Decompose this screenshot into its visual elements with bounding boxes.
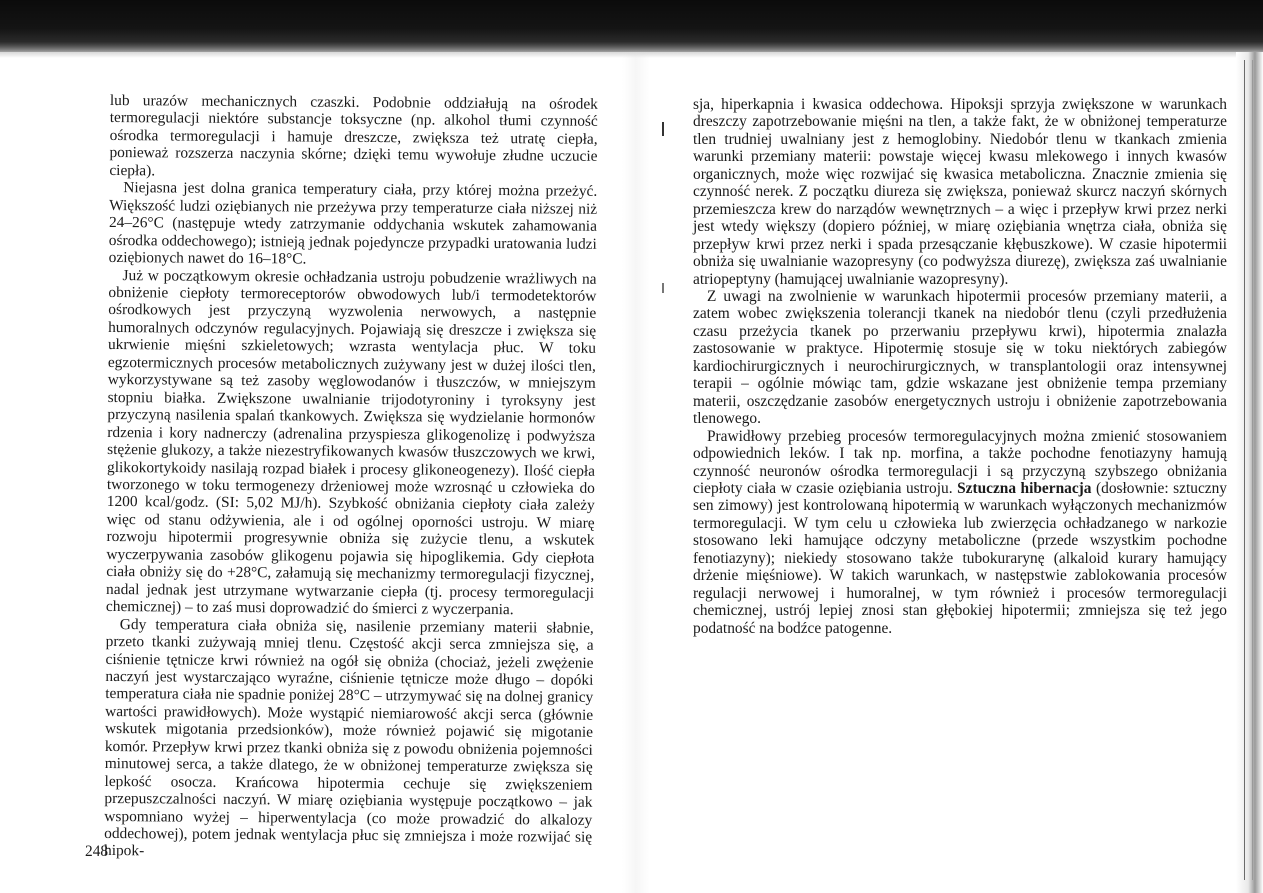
right-page-text [693,96,1227,637]
left-page-text [104,92,598,864]
scan-artifact-mark [662,122,664,136]
page-edge-line [1244,60,1245,880]
page-edge-line [1252,60,1253,880]
paragraph: sja, hiperkapnia i kwasica oddechowa. Hipoksji sprzyja zwiększone w warunkach dreszczy zapotrzebowanie mięśni na tlen, a także fakt, że w obniżonej temperaturze tlen trudniej uwalniany jest z hemoglobiny. Niedobór tlenu w tkankach zmienia warunki przemiany materii: powstaje więcej kwasu mlekowego i innych kwasów organicznych, może więc rozwijać się kwasica metaboliczna. Znacznie zmienia się czynność nerek. Z początku diureza się zwiększa, ponieważ skurcz naczyń skórnych przemieszcza krew do narządów wewnętrznych – a więc i przepływ krwi przez nerki jest wtedy większy (dopiero później, w miarę oziębiania wnętrza ciała, obniża się przepływ krwi przez nerki i spada przesączanie kłębuszkowe). W czasie hipotermii obniża się uwalnianie wazopresyny (co podwyższa diurezę), zwiększa zaś uwalnianie atriopeptyny (hamującej uwalnianie wazopresyny). [693,96,1227,288]
paragraph: Już w początkowym okresie ochładzania ustroju pobudzenie wrażliwych na obniżenie ciepłoty termoreceptorów obwodowych lub/i termodetektorów ośrodkowych jest przyczyną wyzwolenia nerwowych, a następnie humoralnych odczynów regulacyjnych. Pojawiają się dreszcze i zwiększa się ukrwienie mięśni szkieletowych; wzrasta wentylacja płuc. W toku egzotermicznych procesów metabolicznych zużywany jest w dużej ilości tlen, wykorzystywane są też zasoby węglowodanów i tłuszczów, w mniejszym stopniu białka. Zwiększone uwalnianie trijodotyroniny i tyroksyny jest przyczyną nasilenia spalań tkankowych. Zwiększa się wydzielanie hormonów rdzenia i kory nadnerczy (adrenalina przyspiesza glikogenolizę i podwyższa stężenie glukozy, a także niezestryfikowanych kwasów tłuszczowych we krwi, glikokortykoidy nasilają rozpad białek i procesy glikoneogenezy). Ilość ciepła tworzonego w toku termogenezy drżeniowej może wzrosnąć u człowieka do 1200 kcal/godz. (SI: 5,02 MJ/h). Szybkość obniżania ciepłoty ciała zależy więc od stanu odżywienia, ale i od ogólnej oporności ustroju. W miarę rozwoju hipotermii progresywnie obniża się zużycie tlenu, a wskutek wyczerpywania zasobów glikogenu pojawia się hipoglikemia. Gdy ciepłota ciała obniży się do +28°C, załamują się mechanizmy termoregulacji fizycznej, nadal jednak jest utrzymane wytwarzanie ciepła (tj. procesy termoregulacji chemicznej) – to zaś musi doprowadzić do śmierci z wyczerpania. [105,266,597,619]
page-edge-shadow [1236,52,1263,893]
paragraph [693,428,1227,637]
paragraph: lub urazów mechanicznych czaszki. Podobnie oddziałują na ośrodek termoregulacji niektóre substancje toksyczne (np. alkohol tłumi czynność ośrodka termoregulacji i hamuje dreszcze, zwiększa też utratę ciepła, ponieważ rozszerza naczynia skórne; dzięki temu wywołuje złudne uczucie ciepła). [109,92,598,180]
paragraph: Gdy temperatura ciała obniża się, nasilenie przemiany materii słabnie, przeto tkanki zużywają mniej tlenu. Częstość akcji serca zmniejsza się, a ciśnienie tętnicze krwi również na ogół się obniża (chociaż, jeżeli zwężenie naczyń jest wystarczająco wyraźne, ciśnienie tętnicze może długo – dopóki temperatura ciała nie spadnie poniżej 28°C – utrzymywać się na dolnej granicy wartości prawidłowych). Może wystąpić niemiarowość akcji serca (głównie wskutek migotania przedsionków), może również pojawić się migotanie komór. Przepływ krwi przez tkanki obniża się z powodu obniżenia pojemności minutowej serca, a także dlatego, że w obniżonej temperaturze zwiększa się lepkość osocza. Krańcowa hipotermia cechuje się zwiększeniem przepuszczalności naczyń. W miarę oziębiania występuje początkowo – jak wspomniano wyżej – hiperwentylacja (co może prowadzić do alkalozy oddechowej), potem jednak wentylacja płuc się zmniejsza i może rozwijać się hipok- [103,615,594,860]
page-number: 248 [85,843,109,860]
paragraph: Z uwagi na zwolnienie w warunkach hipotermii procesów przemiany materii, a zatem wobec zwiększenia tolerancji tkanek na niedobór tlenu (czyli przedłużenia czasu przeżycia tkanek po przerwaniu przepływu krwi), hipotermia znalazła zastosowanie w praktyce. Hipotermię stosuje się w toku niektórych zabiegów kardiochirurgicznych i neurochirurgicznych, w transplantologii oraz intensywnej terapii – ogólnie mówiąc tam, gdzie wskazane jest obniżenie tempa przemiany materii, oszczędzanie zasobów energetycznych ustroju i obniżenie zapotrzebowania tlenowego. [693,287,1227,428]
bold-term: Sztuczna hibernacja [957,479,1092,497]
paragraph-text: Prawidłowy przebieg procesów termoregulacyjnych można zmienić stosowaniem odpowiednich leków. I tak np. morfina, a także pochodne fenotiazyny hamują czynność neuronów ośrodka termoregulacji i są przyczyną szybszego obniżania ciepłoty ciała w czasie oziębiania ustroju. [693,427,1227,497]
scan-artifact-mark [662,283,664,293]
paragraph-text: (dosłownie: sztuczny sen zimowy) jest kontrolowaną hipotermią w warunkach wyłączonych mechanizmów termoregulacji. W tym celu u człowieka lub zwierzęcia ochładzanego w narkozie stosowano leki hamujące odczyny metaboliczne (przede wszystkim pochodne fenotiazyny); niekiedy stosowano także tubokurarynę (alkaloid kurary hamujący drżenie mięśniowe). W takich warunkach, w następstwie zablokowania procesów regulacji nerwowej i humoralnej, w tym również i procesów termoregulacji chemicznej, ustrój lepiej znosi stan głębokiej hipotermii; zmniejsza się też jego podatność na bodźce patogenne. [693,479,1227,637]
paragraph: Niejasna jest dolna granica temperatury ciała, przy której można przeżyć. Większość ludzi oziębianych nie przeżywa przy temperaturze ciała niższej niż 24–26°C (następuje wtedy zatrzymanie oddychania wskutek zahamowania ośrodka oddechowego); istnieją jednak pojedyncze przypadki uratowania ludzi oziębionych nawet do 16–18°C. [108,179,598,268]
book-spine-shadow [622,52,650,893]
